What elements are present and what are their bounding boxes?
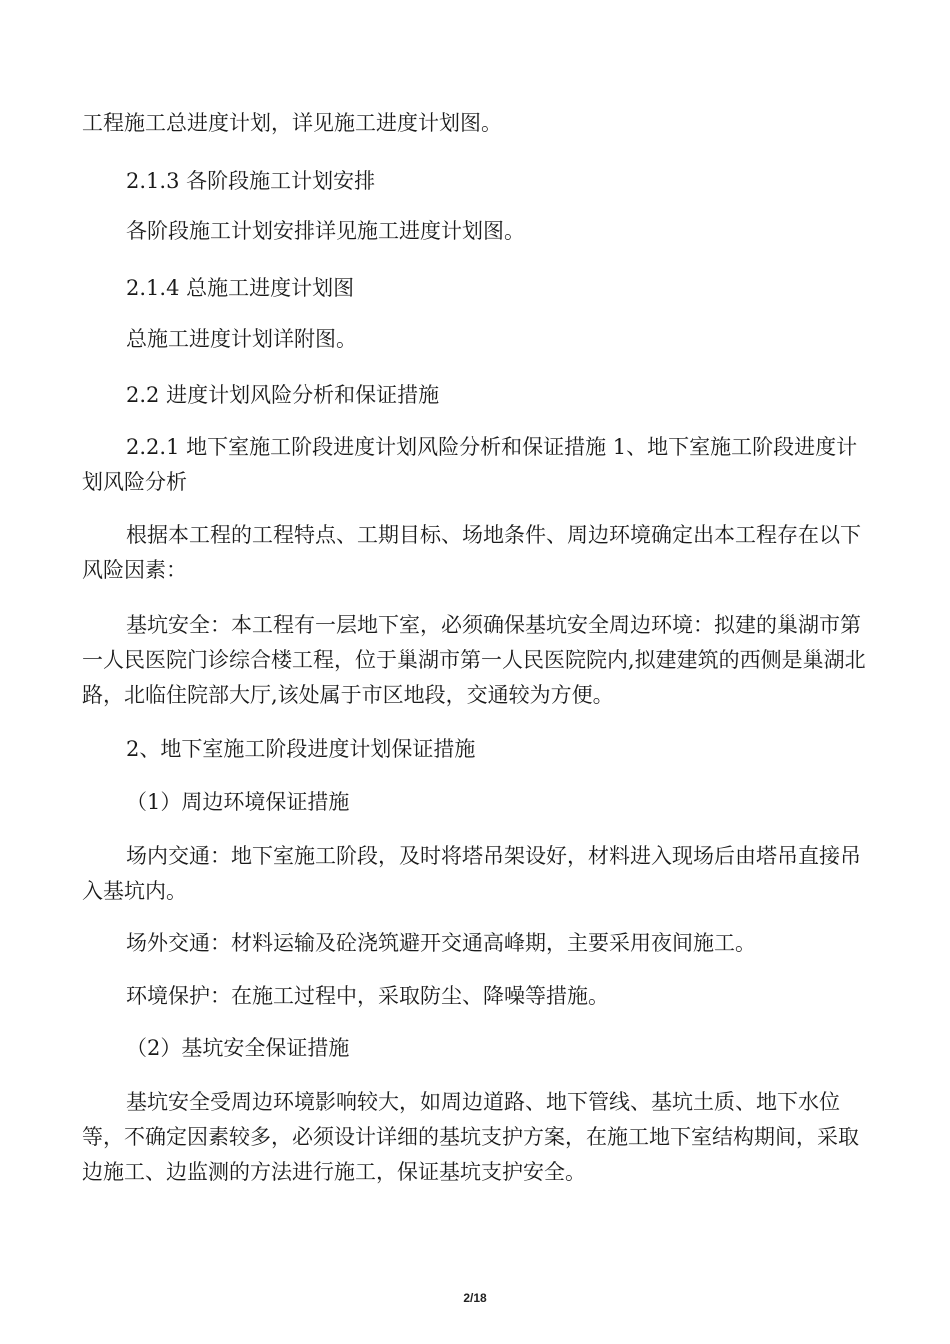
paragraph-total-plan: 总施工进度计划详附图。 xyxy=(126,327,357,351)
paragraph-pit-safety: 基坑安全：本工程有一层地下室，必须确保基坑安全周边环境：拟建的巢湖市第一人民医院门诊综合楼工程，位于巢湖市第一人民医院院内,拟建建筑的西侧是巢湖北路，北临住院部大厅,该处属于市区地段，交通较为方便。 xyxy=(82,613,866,707)
paragraph-stage-plan: 各阶段施工计划安排详见施工进度计划图。 xyxy=(126,219,525,243)
paragraph-onsite-traffic: 场内交通：地下室施工阶段，及时将塔吊架设好，材料进入现场后由塔吊直接吊入基坑内。 xyxy=(82,844,861,903)
paragraph-schedule-intro: 工程施工总进度计划，详见施工进度计划图。 xyxy=(82,111,502,135)
heading-2-1-4: 2.1.4 总施工进度计划图 xyxy=(126,276,355,300)
heading-2-1-3: 2.1.3 各阶段施工计划安排 xyxy=(126,169,376,193)
paragraph-pit-safety-detail: 基坑安全受周边环境影响较大，如周边道路、地下管线、基坑土质、地下水位等，不确定因素较多，必须设计详细的基坑支护方案，在施工地下室结构期间，采取边施工、边监测的方法进行施工，保证基坑支护安全。 xyxy=(82,1090,859,1184)
paragraph-offsite-traffic: 场外交通：材料运输及砼浇筑避开交通高峰期，主要采用夜间施工。 xyxy=(126,931,756,955)
heading-2-2: 2.2 进度计划风险分析和保证措施 xyxy=(126,383,440,407)
heading-environment-measures: （1）周边环境保证措施 xyxy=(126,790,350,814)
heading-2-2-1: 2.2.1 地下室施工阶段进度计划风险分析和保证措施 1、地下室施工阶段进度计划风险分析 xyxy=(82,435,858,494)
paragraph-environment-protection: 环境保护：在施工过程中，采取防尘、降噪等措施。 xyxy=(126,984,609,1008)
page-number: 2/18 xyxy=(463,1291,487,1305)
heading-pit-safety-measures: （2）基坑安全保证措施 xyxy=(126,1036,350,1060)
heading-guarantee-measures: 2、地下室施工阶段进度计划保证措施 xyxy=(126,737,476,761)
paragraph-risk-factors: 根据本工程的工程特点、工期目标、场地条件、周边环境确定出本工程存在以下风险因素： xyxy=(82,523,861,582)
